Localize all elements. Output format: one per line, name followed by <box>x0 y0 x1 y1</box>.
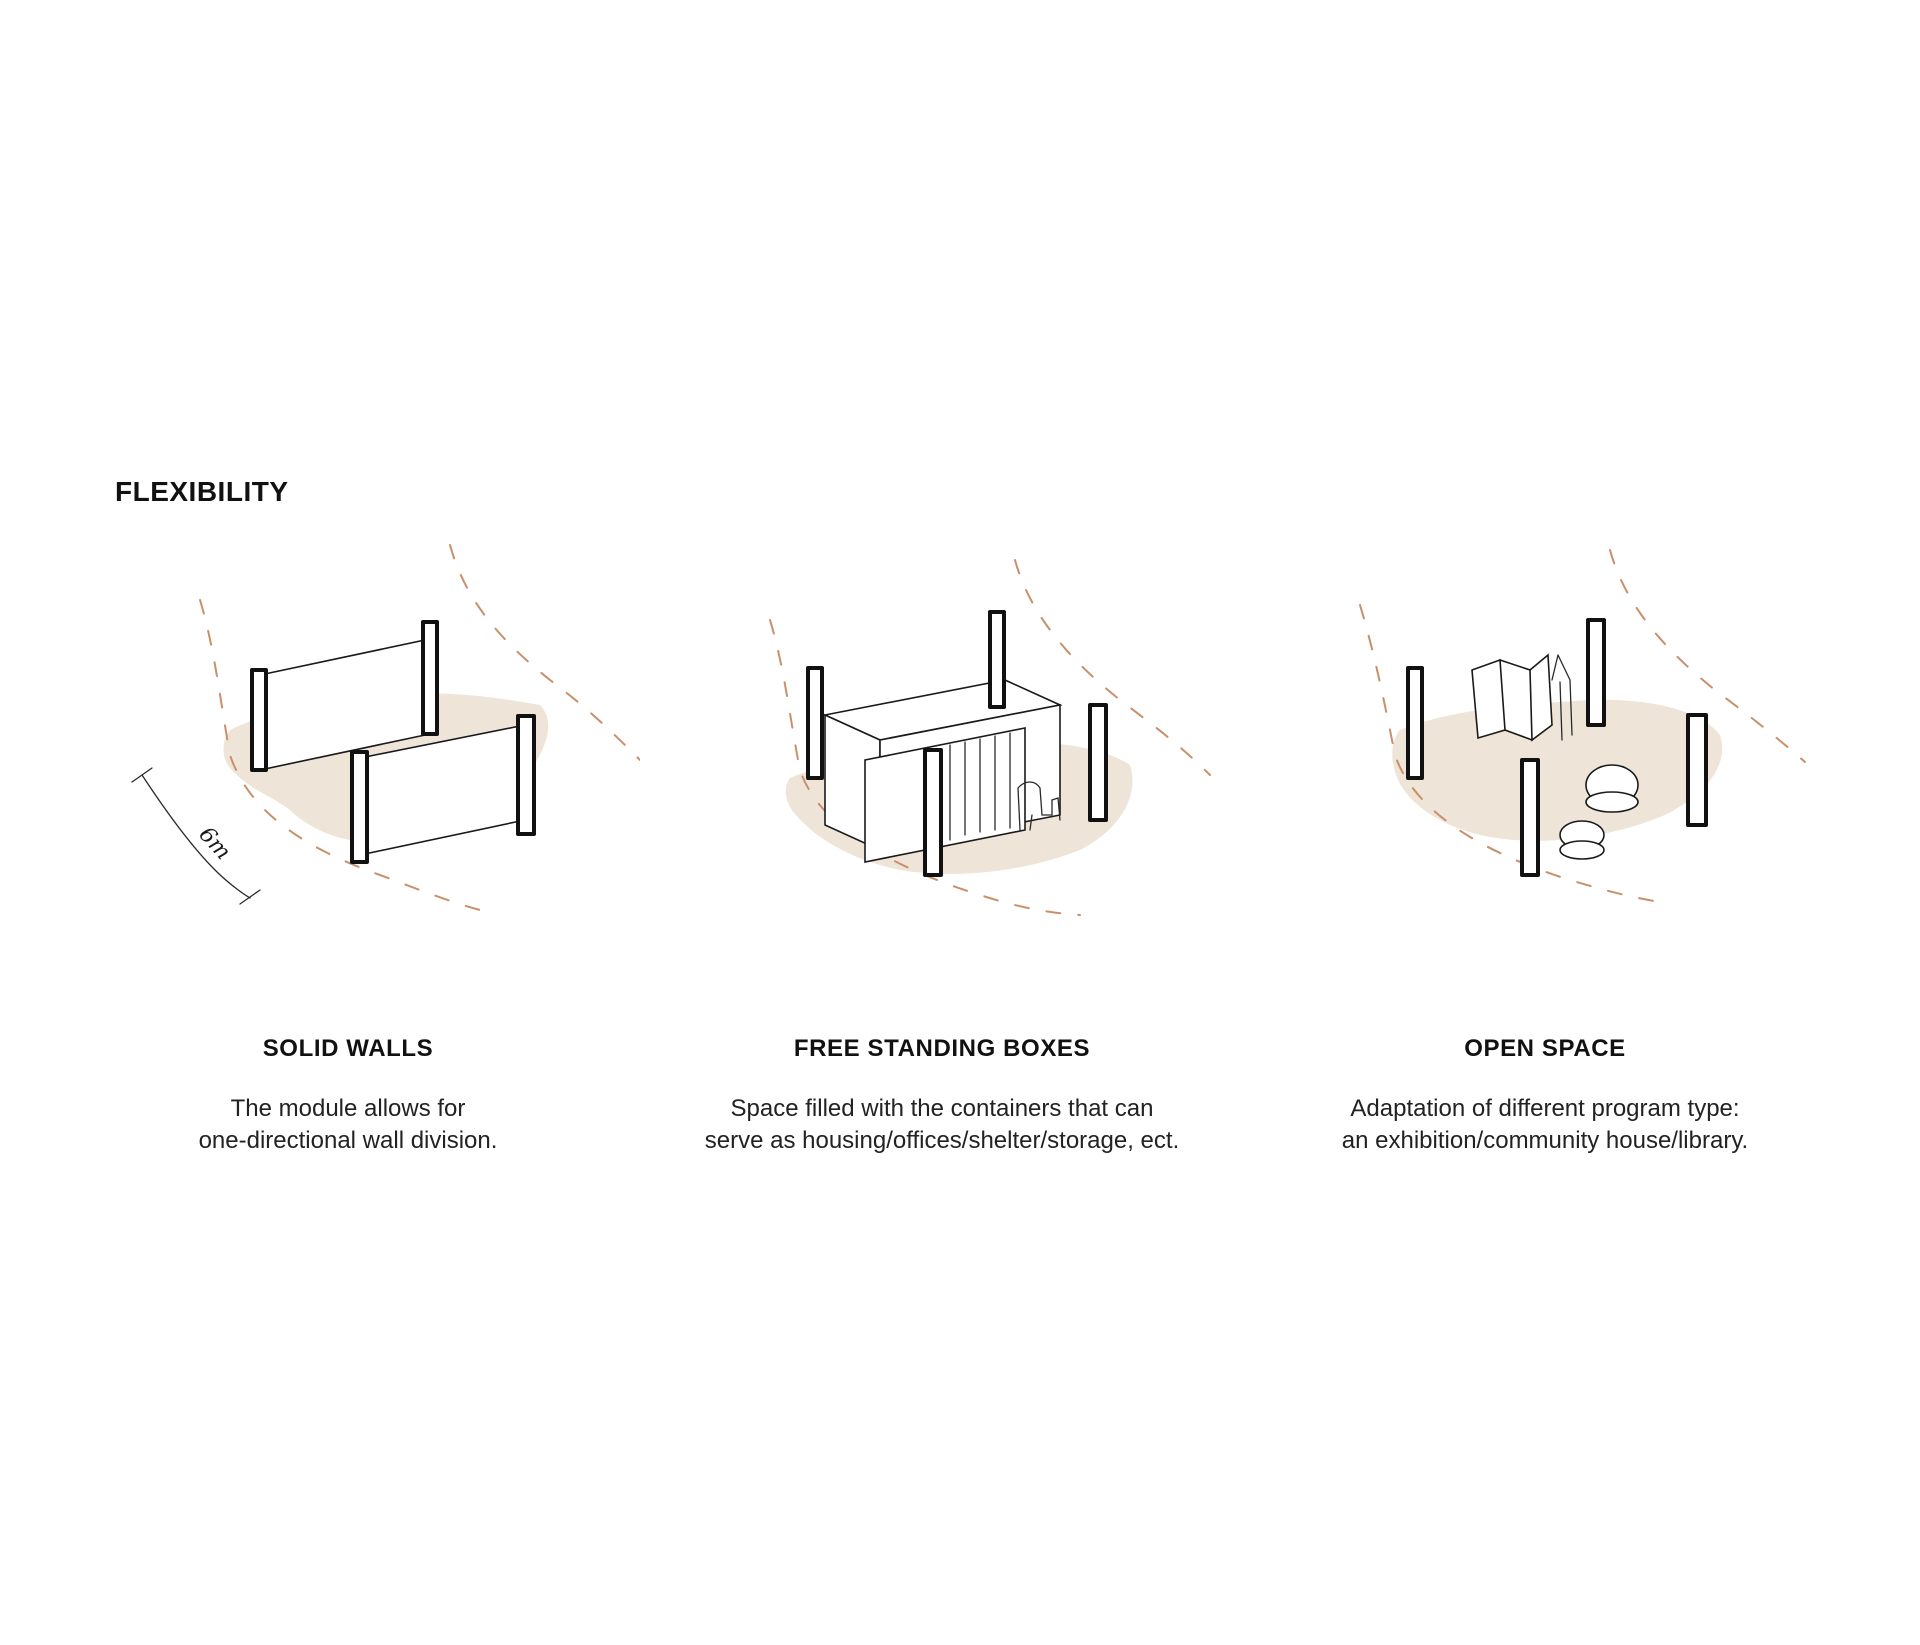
column-1 <box>1408 668 1422 778</box>
panel-text-line-1: The module allows for <box>230 1095 466 1122</box>
panel-text-line-2: serve as housing/offices/shelter/storage, ect. <box>704 1127 1180 1154</box>
panel-heading: OPEN SPACE <box>1464 1035 1626 1062</box>
column-4 <box>1688 715 1706 825</box>
column-1 <box>808 668 822 778</box>
column-3 <box>352 752 367 862</box>
column-2 <box>1588 620 1604 725</box>
column-4 <box>518 716 534 834</box>
dimension-tick-start <box>132 768 152 782</box>
panel-text-line-1: Space filled with the containers that can <box>730 1095 1154 1122</box>
page-title: FLEXIBILITY <box>115 476 289 507</box>
round-table-large-base <box>1586 792 1638 812</box>
column-1 <box>252 670 266 770</box>
caption-free-standing-boxes <box>622 1035 1262 1157</box>
caption-open-space <box>1225 1035 1865 1157</box>
column-4 <box>1090 705 1106 820</box>
free-standing-boxes-drawing <box>700 530 1220 930</box>
sketch-free-standing-boxes <box>700 530 1220 930</box>
round-table-small-base <box>1560 841 1604 859</box>
sketch-solid-walls <box>120 530 640 930</box>
panel-heading: SOLID WALLS <box>262 1035 434 1062</box>
panel-text-line-2: one-directional wall division. <box>198 1127 498 1154</box>
panel-text-line-1: Adaptation of different program type: <box>1350 1095 1740 1122</box>
panel-heading: FREE STANDING BOXES <box>793 1035 1091 1062</box>
sketch-open-space <box>1290 530 1810 930</box>
caption-solid-walls <box>28 1035 668 1157</box>
column-3 <box>1522 760 1538 875</box>
column-3 <box>925 750 941 875</box>
column-2 <box>990 612 1004 707</box>
solid-walls-drawing <box>120 530 640 930</box>
panel-text-line-2: an exhibition/community house/library. <box>1341 1127 1749 1154</box>
ground-area <box>1392 700 1722 841</box>
dimension-tick-end <box>240 890 260 904</box>
column-2 <box>423 622 437 734</box>
folding-screen <box>1472 655 1552 740</box>
dimension-label: 6m <box>193 822 236 865</box>
open-space-drawing <box>1290 530 1810 930</box>
